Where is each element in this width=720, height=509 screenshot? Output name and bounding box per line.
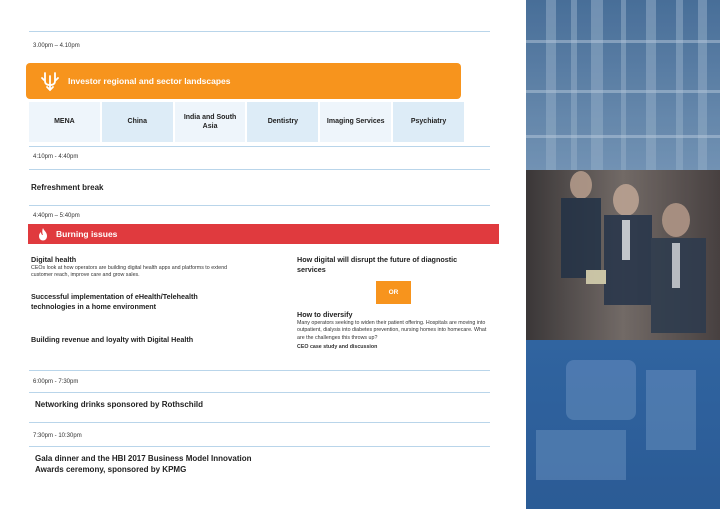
tab-dentistry[interactable]: Dentistry	[247, 102, 318, 142]
tab-india-south-asia[interactable]: India and South Asia	[175, 102, 246, 142]
divider	[29, 169, 490, 170]
divider	[29, 146, 490, 147]
time-slot-3: 4:40pm – 5:40pm	[33, 213, 80, 219]
divider	[29, 370, 490, 371]
refreshment-title: Refreshment break	[31, 183, 104, 192]
region-tabs	[29, 102, 464, 142]
time-slot-5: 7:30pm - 10:30pm	[33, 433, 82, 439]
time-slot-2: 4:10pm - 4:40pm	[33, 154, 79, 160]
time-slot-1: 3.00pm – 4.10pm	[33, 43, 80, 49]
gala-title: Gala dinner and the HBI 2017 Business Model Innovation Awards ceremony, sponsored by KPMG	[35, 454, 252, 475]
investor-banner	[26, 63, 461, 99]
flame-icon	[36, 227, 50, 241]
ehealth-title: Successful implementation of eHealth/Telehealth technologies in a home environment	[31, 292, 198, 311]
divider	[29, 205, 490, 206]
divider	[29, 422, 490, 423]
burning-issues-banner	[28, 224, 499, 244]
disrupt-title: How digital will disrupt the future of diagnostic services	[297, 255, 458, 274]
diversify-desc: Many operators seeking to widen their patient offering. Hospitals are moving into outpatient, dialysis into diabetes prevention, nursing homes into homecare. What are the challenges this throws up?	[297, 320, 487, 341]
or-badge: OR	[376, 281, 411, 304]
tab-psychiatry[interactable]: Psychiatry	[393, 102, 464, 142]
conference-photo-image	[526, 0, 720, 509]
diversify-note: CEO case study and discussion	[297, 344, 378, 350]
digital-health-title: Digital health	[31, 255, 77, 264]
burning-issues-title: Burning issues	[56, 229, 118, 239]
divider	[29, 31, 490, 32]
digital-health-desc: CEOs look at how operators are building digital health apps and platforms to extend customer reach, improve care and grow sales.	[31, 265, 228, 279]
divider	[29, 392, 490, 393]
tab-imaging-services[interactable]: Imaging Services	[320, 102, 391, 142]
tab-china[interactable]: China	[102, 102, 173, 142]
divider	[29, 446, 490, 447]
time-slot-4: 6:00pm - 7:30pm	[33, 379, 79, 385]
investor-banner-title: Investor regional and sector landscapes	[68, 76, 231, 86]
networking-title: Networking drinks sponsored by Rothschild	[35, 400, 204, 409]
revenue-title: Building revenue and loyalty with Digital Health	[31, 335, 194, 344]
tab-mena[interactable]: MENA	[29, 102, 100, 142]
diversify-title: How to diversify	[297, 310, 353, 319]
conference-photo	[526, 0, 720, 509]
tuning-fork-icon	[39, 70, 61, 92]
